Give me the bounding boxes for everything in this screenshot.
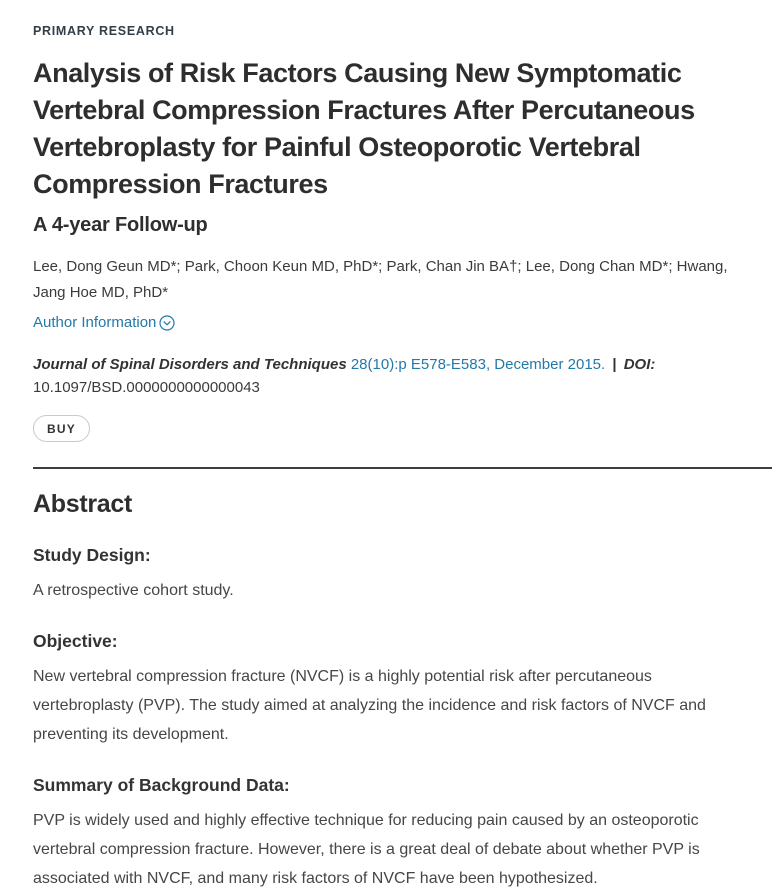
background-data-heading: Summary of Background Data: — [33, 774, 290, 795]
background-data-text: PVP is widely used and highly effective technique for reducing pain caused by an osteoporotic vertebral compression fracture. However, there is a great deal of debate about whether PVP is associated with NVCF, and many risk factors of NVCF have been hypothesized. — [33, 811, 700, 887]
journal-name: Journal of Spinal Disorders and Techniques — [33, 355, 347, 373]
objective-heading: Objective: — [33, 630, 118, 651]
citation-separator: | — [612, 355, 617, 373]
abstract-heading: Abstract — [33, 489, 133, 518]
article-subtitle: A 4-year Follow-up — [33, 214, 208, 236]
objective-text: New vertebral compression fracture (NVCF) is a highly potential risk after percutaneous vertebroplasty (PVP). The study aimed at analyzing the incidence and risk factors of NVCF and preventing its development. — [33, 667, 706, 743]
author-information-link[interactable] — [33, 313, 175, 331]
chevron-down-circle-icon — [159, 313, 175, 331]
doi-value: 10.1097/BSD.0000000000000043 — [33, 378, 260, 396]
study-design-heading: Study Design: — [33, 544, 151, 565]
issue-pages-date-link[interactable]: 28(10):p E578-E583, December 2015. — [350, 355, 606, 373]
study-design-text: A retrospective cohort study. — [33, 581, 234, 599]
article-header — [33, 24, 755, 442]
article-title: Analysis of Risk Factors Causing New Symptomatic Vertebral Compression Fractures After Percutaneous Vertebroplasty for Painful Osteoporotic Vertebral Compression Fractures — [33, 58, 695, 199]
abstract-section — [33, 490, 755, 893]
author-information-label: Author Information — [33, 313, 157, 331]
article-type-label: PRIMARY RESEARCH — [33, 24, 175, 38]
buy-button[interactable]: BUY — [33, 415, 90, 442]
section-divider — [33, 467, 772, 469]
author-list: Lee, Dong Geun MD*; Park, Choon Keun MD, PhD*; Park, Chan Jin BA†; Lee, Dong Chan MD*; Hwang, Jang Hoe MD, PhD* — [33, 258, 728, 301]
doi-label: DOI: — [623, 355, 656, 373]
citation-line — [33, 353, 755, 399]
